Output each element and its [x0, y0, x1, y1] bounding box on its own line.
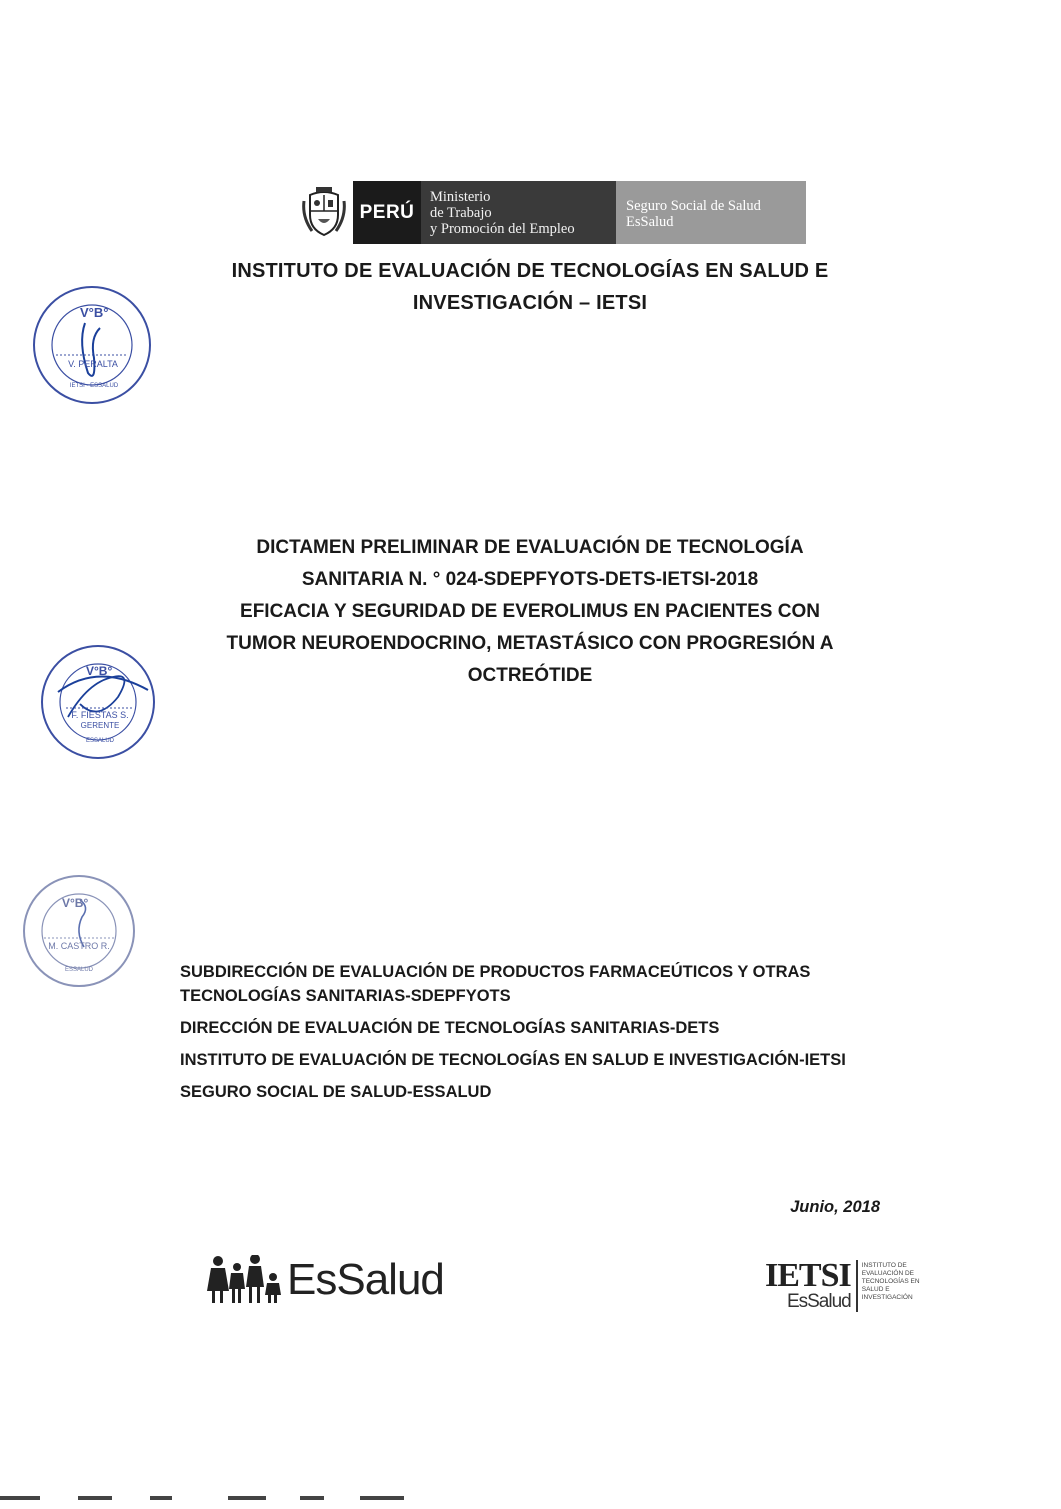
- stamp-vb-label: V°B°: [80, 305, 109, 320]
- family-figures-icon: [207, 1255, 283, 1305]
- dictamen-line: SANITARIA N. ° 024-SDEPFYOTS-DETS-IETSI-2018: [301, 569, 759, 590]
- entity-line: Seguro Social de Salud: [626, 198, 761, 214]
- document-date: Junio, 2018: [790, 1198, 880, 1216]
- directorate-item: DIRECCIÓN DE EVALUACIÓN DE TECNOLOGÍAS SANITARIAS-DETS: [180, 1019, 720, 1037]
- stamp-vb-label: V°B°: [62, 896, 89, 910]
- directorate-item: SEGURO SOCIAL DE SALUD-ESSALUD: [180, 1083, 492, 1101]
- directorate-item: INSTITUTO DE EVALUACIÓN DE TECNOLOGÍAS EN SALUD E INVESTIGACIÓN-IETSI: [180, 1051, 846, 1069]
- ministry-line: de Trabajo: [430, 205, 492, 221]
- government-banner: [295, 181, 806, 244]
- ministry-line: Ministerio: [430, 189, 491, 205]
- dictamen-line: EFICACIA Y SEGURIDAD DE EVEROLIMUS EN PACIENTES CON: [240, 601, 820, 622]
- stamp-name: M. CASTRO R.: [48, 941, 110, 951]
- ietsi-essalud-wordmark: EsSalud: [786, 1291, 851, 1312]
- stamp-footer: IETSI - ESSALUD: [69, 383, 119, 389]
- entity-name: [616, 181, 806, 244]
- dictamen-title-block: [150, 532, 910, 692]
- peru-coat-of-arms-icon: [295, 181, 353, 244]
- directorate-item: SUBDIRECCIÓN DE EVALUACIÓN DE PRODUCTOS FARMACEÚTICOS Y OTRAS TECNOLOGÍAS SANITARIAS-SDEPFYOTS: [180, 963, 811, 1005]
- approval-stamp-castro: [20, 872, 138, 995]
- institute-title: [150, 255, 910, 319]
- ietsi-logo-main: [765, 1257, 858, 1312]
- institute-title-line: INSTITUTO DE EVALUACIÓN DE TECNOLOGÍAS EN SALUD E: [231, 260, 829, 282]
- directorate-list: [180, 960, 900, 1112]
- dictamen-line: TUMOR NEUROENDOCRINO, METASTÁSICO CON PROGRESIÓN A: [226, 633, 834, 654]
- scan-artifact-strip: [0, 1490, 1061, 1504]
- institute-title-line: INVESTIGACIÓN – IETSI: [412, 292, 648, 314]
- essalud-logo: [207, 1255, 444, 1305]
- stamp-vb-label: V°B°: [86, 664, 113, 678]
- essalud-wordmark: EsSalud: [287, 1255, 444, 1304]
- peru-label: PERÚ: [353, 181, 421, 244]
- stamp-role: GERENTE: [80, 721, 120, 730]
- dictamen-line: DICTAMEN PRELIMINAR DE EVALUACIÓN DE TECNOLOGÍA: [256, 537, 804, 558]
- ministry-name: [421, 181, 616, 244]
- stamp-name: F. FIESTAS S.: [71, 710, 129, 720]
- stamp-name: V. PERALTA: [68, 359, 118, 369]
- ietsi-wordmark: IETSI: [765, 1257, 851, 1294]
- stamp-footer: ESSALUD: [85, 738, 114, 744]
- stamp-footer: ESSALUD: [64, 967, 93, 973]
- ietsi-logo: [765, 1257, 922, 1312]
- ietsi-logo-description: INSTITUTO DE EVALUACIÓN DE TECNOLOGÍAS EN SALUD E INVESTIGACIÓN: [861, 1262, 920, 1301]
- approval-stamp-peralta: [30, 283, 155, 413]
- entity-line: EsSalud: [626, 214, 674, 230]
- ministry-line: y Promoción del Empleo: [430, 221, 575, 237]
- approval-stamp-fiestas: [38, 642, 158, 767]
- dictamen-line: OCTREÓTIDE: [467, 665, 593, 686]
